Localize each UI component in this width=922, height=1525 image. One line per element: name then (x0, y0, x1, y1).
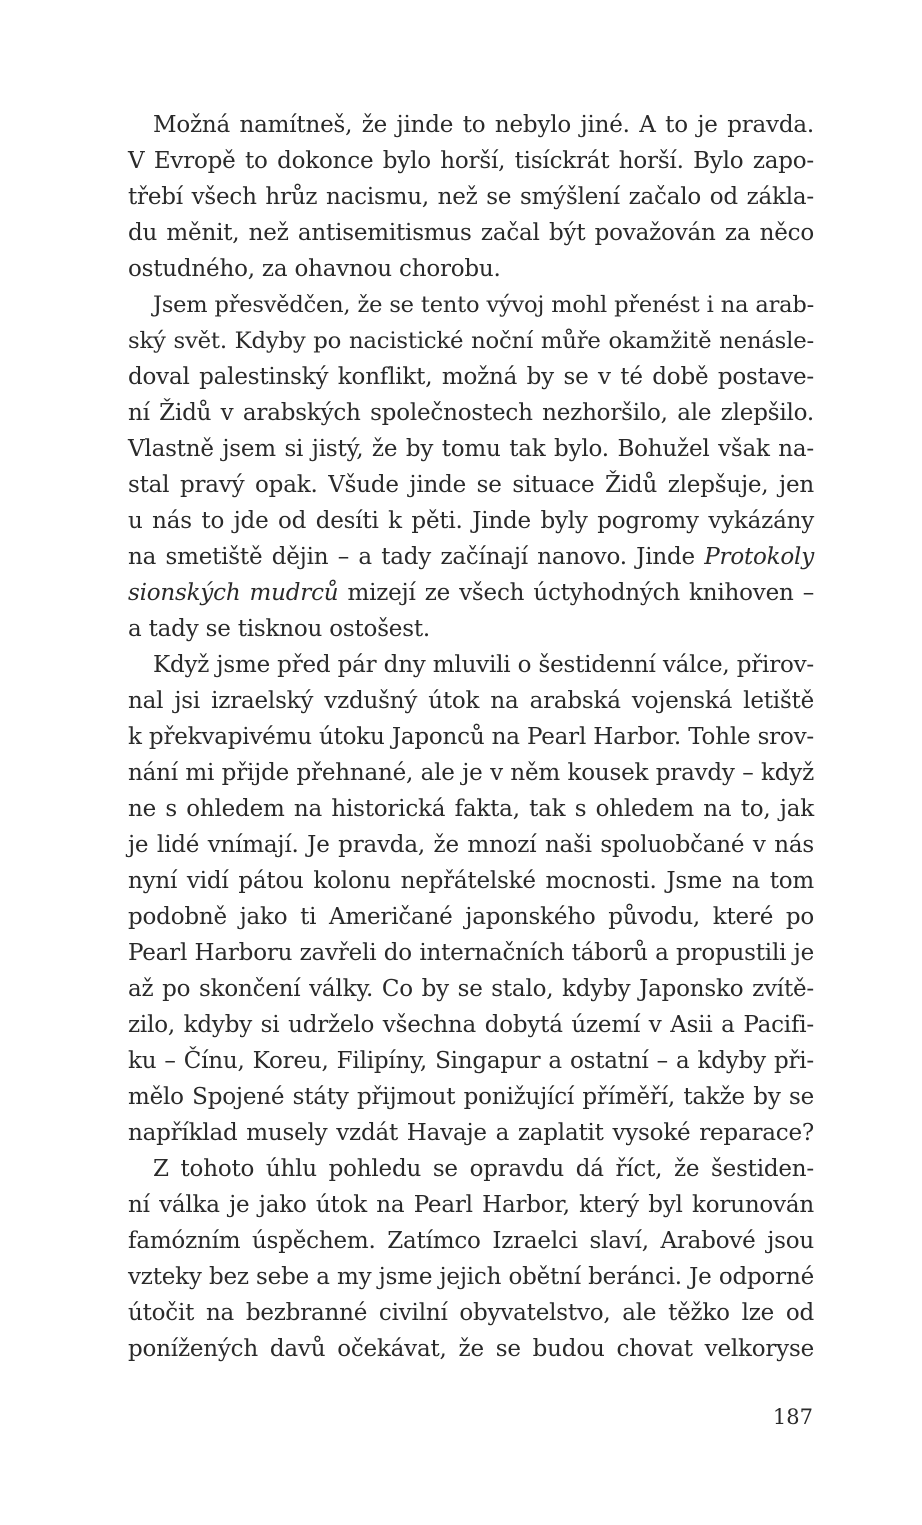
text-line: podobně jako ti Američané japonského původu, které po (128, 904, 814, 930)
text-line: třebí všech hrůz nacismu, než se smýšlení začalo od zákla- (128, 184, 814, 210)
text-line: útočit na bezbranné civilní obyvatelstvo, ale těžko lze od (128, 1300, 814, 1326)
text-line: famózním úspěchem. Zatímco Izraelci slaví, Arabové jsou (128, 1228, 814, 1254)
text-line: Když jsme před pár dny mluvili o šestidenní válce, přirov- (153, 652, 814, 678)
italic-title: Protokoly (704, 544, 814, 570)
text-line: k překvapivému útoku Japonců na Pearl Harbor. Tohle srov- (128, 724, 814, 750)
text-line: ostudného, za ohavnou chorobu. (128, 256, 501, 282)
text-line: nal jsi izraelský vzdušný útok na arabská vojenská letiště (128, 688, 814, 714)
text-line: je lidé vnímají. Je pravda, že mnozí naši spoluobčané v nás (128, 832, 814, 858)
text-line: Vlastně jsem si jistý, že by tomu tak bylo. Bohužel však na- (128, 436, 814, 462)
text-line: ne s ohledem na historická fakta, tak s ohledem na to, jak (128, 796, 814, 822)
italic-title: sionských mudrců (128, 580, 339, 606)
text-line-mixed (128, 539, 814, 575)
text-line-mixed (128, 575, 814, 611)
text-line: až po skončení války. Co by se stalo, kdyby Japonsko zvítě- (128, 976, 814, 1002)
text-line: nyní vidí pátou kolonu nepřátelské mocnosti. Jsme na tom (128, 868, 814, 894)
text-segment: mizejí ze všech úctyhodných knihoven – (338, 580, 814, 606)
text-line: Z tohoto úhlu pohledu se opravdu dá říct, že šestiden- (153, 1156, 814, 1182)
text-line: ponížených davů očekávat, že se budou chovat velkoryse (128, 1336, 814, 1362)
body-text (128, 107, 814, 1367)
text-segment: na smetiště dějin – a tady začínají nanovo. Jinde (128, 544, 705, 570)
page-number: 187 (772, 1405, 813, 1429)
text-line: du měnit, než antisemitismus začal být považován za něco (128, 220, 814, 246)
text-line: a tady se tisknou ostošest. (128, 616, 430, 642)
text-line: nání mi přijde přehnané, ale je v něm kousek pravdy – když (128, 760, 814, 786)
text-line: ku – Čínu, Koreu, Filipíny, Singapur a ostatní – a kdyby při- (128, 1048, 814, 1074)
text-line: vzteky bez sebe a my jsme jejich obětní beránci. Je odporné (128, 1264, 814, 1290)
text-line: ský svět. Kdyby po nacistické noční můře okamžitě nenásle- (128, 328, 814, 354)
text-line: u nás to jde od desíti k pěti. Jinde byly pogromy vykázány (128, 508, 814, 534)
text-line: Pearl Harboru zavřeli do internačních táborů a propustili je (128, 940, 814, 966)
text-line: doval palestinský konflikt, možná by se v té době postave- (128, 364, 814, 390)
text-line: V Evropě to dokonce bylo horší, tisíckrát horší. Bylo zapo- (128, 148, 814, 174)
text-line: zilo, kdyby si udrželo všechna dobytá území v Asii a Pacifi- (128, 1012, 814, 1038)
text-line: Možná namítneš, že jinde to nebylo jiné. A to je pravda. (153, 112, 814, 138)
text-line: ní Židů v arabských společnostech nezhoršilo, ale zlepšilo. (128, 400, 814, 426)
text-line: například musely vzdát Havaje a zaplatit vysoké reparace? (128, 1120, 814, 1146)
text-line: stal pravý opak. Všude jinde se situace Židů zlepšuje, jen (128, 472, 814, 498)
text-line: mělo Spojené státy přijmout ponižující příměří, takže by se (128, 1084, 814, 1110)
text-line: ní válka je jako útok na Pearl Harbor, který byl korunován (128, 1192, 814, 1218)
text-line: Jsem přesvědčen, že se tento vývoj mohl přenést i na arab- (153, 292, 814, 318)
